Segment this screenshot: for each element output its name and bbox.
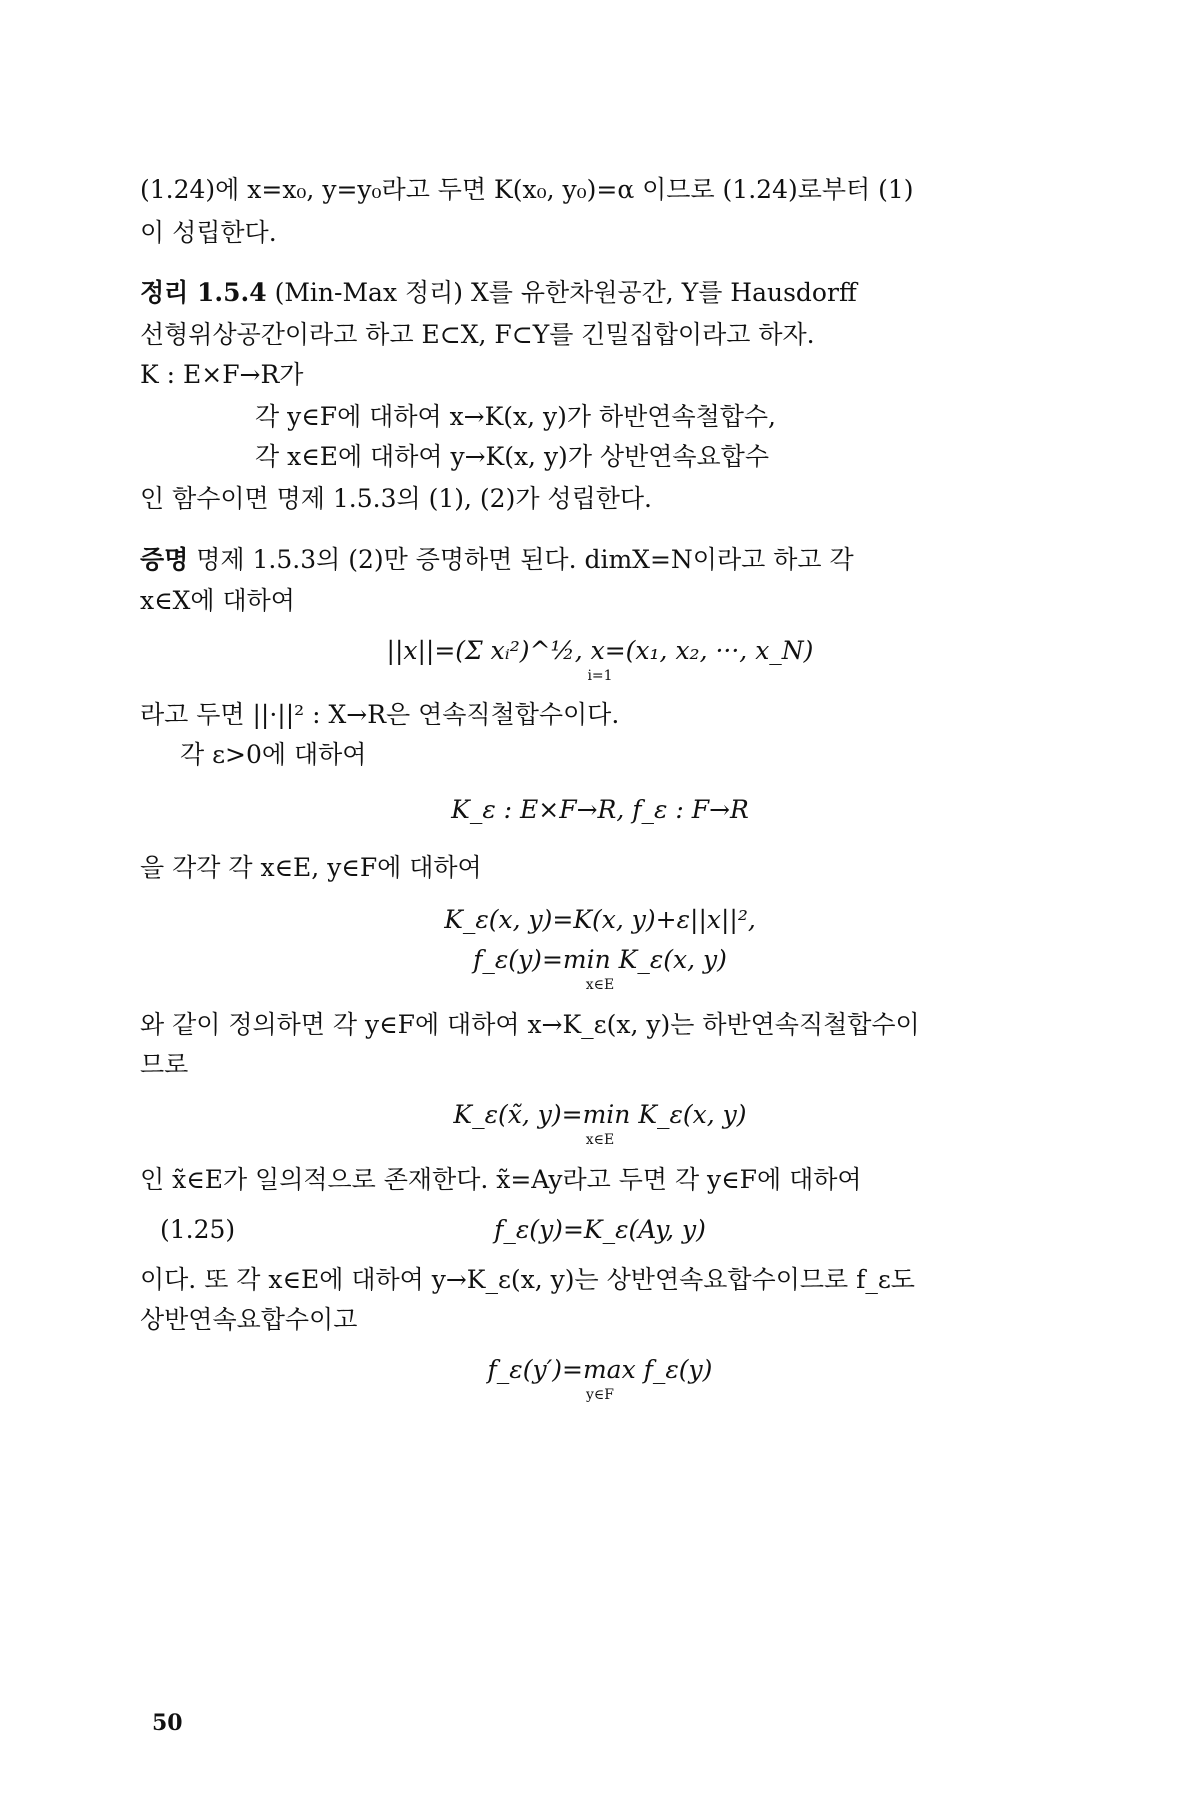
text-line: 와 같이 정의하면 각 y∈F에 대하여 x→K_ε(x, y)는 하반연속직철합수이	[140, 1010, 920, 1039]
text-line: 므로	[140, 1050, 189, 1079]
text-line: 인 함수이면 명제 1.5.3의 (1), (2)가 성립한다.	[140, 484, 652, 513]
theorem-heading	[140, 278, 857, 308]
condition-line: 각 y∈F에 대하여 x→K(x, y)가 하반연속철합수,	[255, 402, 777, 431]
equation-subscript: x∈E	[585, 977, 615, 993]
text-line: K : E×F→R가	[140, 360, 304, 389]
proof-heading	[140, 545, 854, 575]
equation-def1: K_ε(x, y)=K(x, y)+ε||x||²,	[444, 905, 756, 934]
text-line: 이 성립한다.	[140, 218, 277, 247]
condition-line: 각 x∈E에 대하여 y→K(x, y)가 상반연속요합수	[255, 442, 769, 471]
text-line: 이다. 또 각 x∈E에 대하여 y→K_ε(x, y)는 상반연속요합수이므로 f_ε도	[140, 1265, 915, 1294]
equation-number: (1.25)	[160, 1215, 236, 1244]
equation-125: f_ε(y)=K_ε(Ay, y)	[494, 1215, 706, 1244]
equation-subscript: i=1	[587, 668, 613, 684]
text-line: 각 ε>0에 대하여	[180, 740, 367, 769]
equation-norm: ||x||=(Σ xᵢ²)^½, x=(x₁, x₂, ···, x_N)	[386, 636, 814, 665]
theorem-label: 정리 1.5.4	[140, 278, 267, 307]
equation-maps: K_ε : E×F→R, f_ε : F→R	[451, 795, 749, 824]
equation-def2: f_ε(y)=min K_ε(x, y)	[473, 945, 727, 974]
equation-min: K_ε(x̃, y)=min K_ε(x, y)	[453, 1100, 747, 1129]
text-line: 라고 두면 ||·||² : X→R은 연속직철합수이다.	[140, 700, 620, 729]
text-line: 을 각각 각 x∈E, y∈F에 대하여	[140, 853, 482, 882]
text-line: 상반연속요합수이고	[140, 1305, 358, 1334]
text-line: (1.24)에 x=x₀, y=y₀라고 두면 K(x₀, y₀)=α 이므로 (1.24)로부터 (1)	[140, 175, 914, 204]
theorem-title: (Min-Max 정리) X를 유한차원공간, Y를 Hausdorff	[274, 278, 857, 307]
text-line: x∈X에 대하여	[140, 586, 295, 615]
text-line: 인 x̃∈E가 일의적으로 존재한다. x̃=Ay라고 두면 각 y∈F에 대하여	[140, 1165, 862, 1194]
equation-max: f_ε(y′)=max f_ε(y)	[487, 1355, 713, 1384]
text-line: 선형위상공간이라고 하고 E⊂X, F⊂Y를 긴밀집합이라고 하자.	[140, 320, 815, 349]
equation-subscript: x∈E	[585, 1132, 615, 1148]
equation-subscript: y∈F	[586, 1387, 614, 1403]
proof-text: 명제 1.5.3의 (2)만 증명하면 된다. dimX=N이라고 하고 각	[196, 545, 854, 574]
proof-label: 증명	[140, 545, 189, 574]
page-number: 50	[152, 1710, 183, 1736]
